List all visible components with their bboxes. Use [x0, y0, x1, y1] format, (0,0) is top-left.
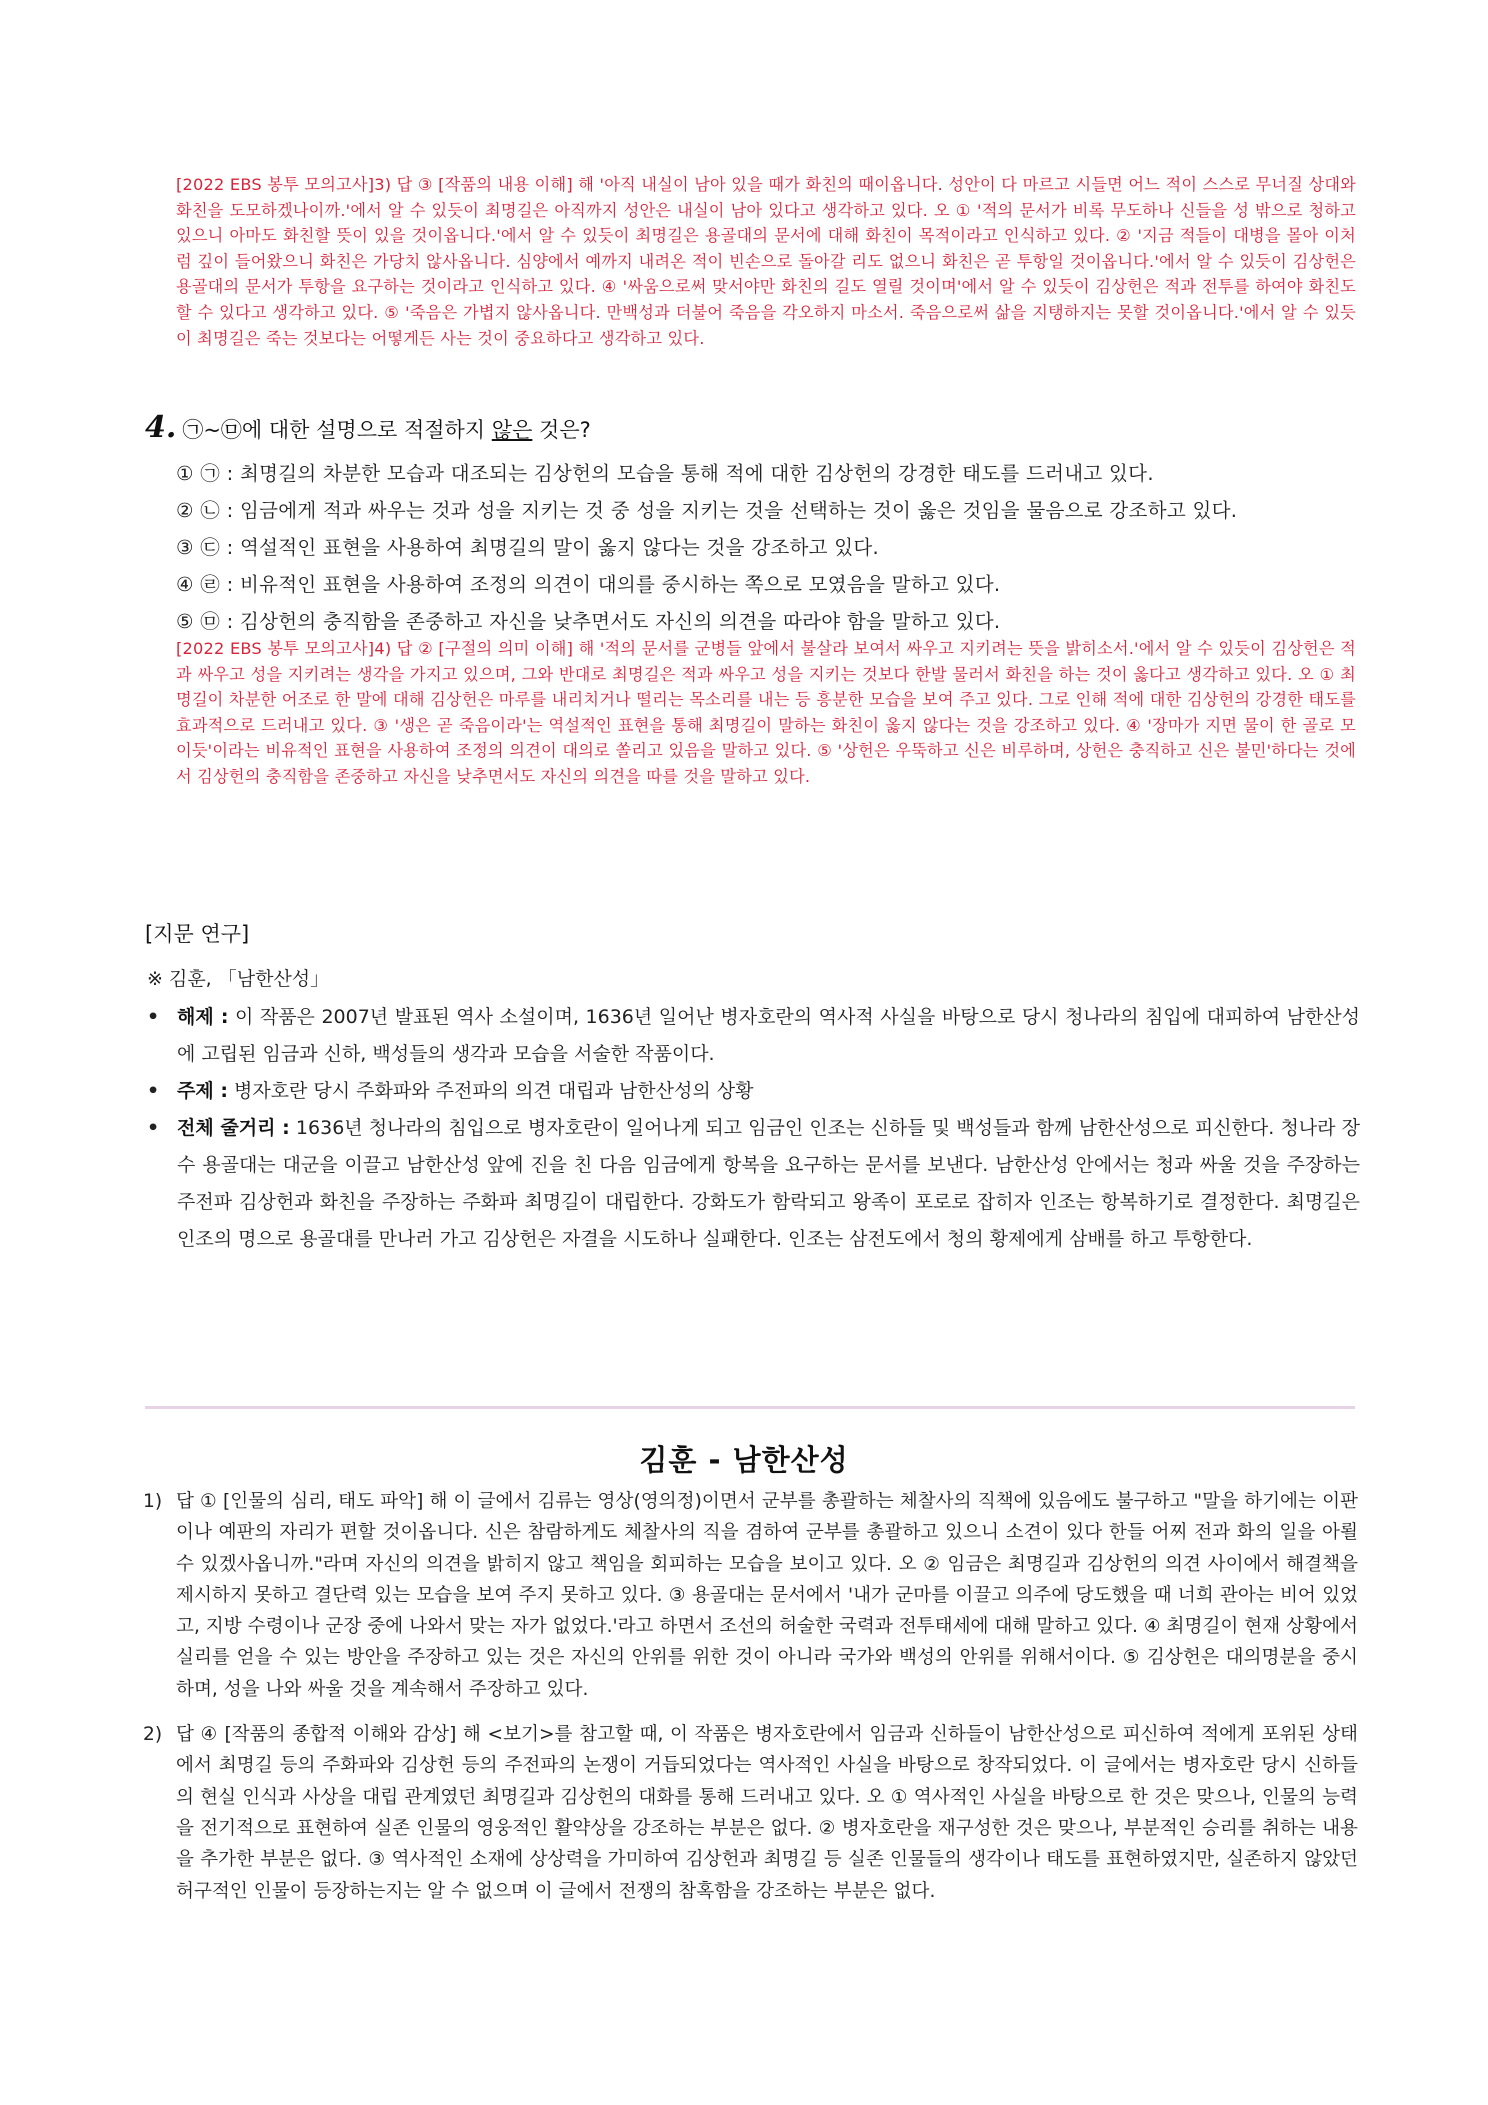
- explanation-q3: [176, 172, 1356, 351]
- study-item-plot: [145, 1110, 1360, 1258]
- explanation-q4-text: [2022 EBS 봉투 모의고사]4) 답 ② [구절의 의미 이해] 해 '적의 문서를 군병들 앞에서 불살라 보여서 싸우고 지키려는 뜻을 밝히소서.'에서 알 수 있듯이 김상헌은 적과 싸우고 성을 지키려는 생각을 가지고 있으며, 그와 반대로 최명길은 적과 싸우고 성을 지키는 것보다 한발 물러서 화친을 하는 것이 옳다고 생각하고 있다. 오 ① 최명길이 차분한 어조로 한 말에 대해 김상헌은 마루를 내리치거나 떨리는 목소리를 내는 등 흥분한 모습을 보여 주고 있다. 그로 인해 적에 대한 김상헌의 강경한 태도를 효과적으로 드러내고 있다. ③ '생은 곧 죽음이라'는 역설적인 표현을 통해 최명길이 말하는 화친이 옳지 않다는 것을 강조하고 있다. ④ '장마가 지면 물이 한 골로 모이듯'이라는 비유적인 표현을 사용하여 조정의 의견이 대의로 쏠리고 있음을 말하고 있다. ⑤ '상헌은 우뚝하고 신은 비루하며, 상헌은 충직하고 신은 불민'하다는 것에서 김상헌의 충직함을 존중하고 자신을 낮추면서도 자신의 의견을 따를 것을 말하고 있다.: [176, 639, 1356, 786]
- question-number: 4.: [145, 410, 177, 445]
- question-title-post: 것은?: [532, 418, 591, 442]
- answer-number: 1): [143, 1491, 163, 1512]
- study-item-text: 이 작품은 2007년 발표된 역사 소설이며, 1636년 일어난 병자호란의 역사적 사실을 바탕으로 당시 청나라의 침입에 대피하여 남한산성에 고립된 임금과 신하, 백성들의 생각과 모습을 서술한 작품이다.: [177, 1006, 1360, 1065]
- question-title-underline: 않은: [491, 418, 533, 442]
- answer-text: 답 ① [인물의 심리, 태도 파악] 해 이 글에서 김류는 영상(영의정)이면서 군부를 총괄하는 체찰사의 직책에 있음에도 불구하고 "말을 하기에는 이판이나 예판의 자리가 편할 것이옵니다. 신은 참람하게도 체찰사의 직을 겸하여 군부를 총괄하고 있으니 소견이 있다 한들 어찌 전과 화의 일을 아뢸 수 있겠사옵니까."라며 자신의 의견을 밝히지 않고 책임을 회피하는 모습을 보이고 있다. 오 ② 임금은 최명길과 김상헌의 의견 사이에서 해결책을 제시하지 못하고 결단력 있는 모습을 보여 주지 못하고 있다. ③ 용골대는 문서에서 '내가 군마를 이끌고 의주에 당도했을 때 너희 관아는 비어 있었고, 지방 수령이나 군장 중에 나와서 맞는 자가 없었다.'라고 하면서 조선의 허술한 국력과 전투태세에 대해 말하고 있다. ④ 최명길이 현재 상황에서 실리를 얻을 수 있는 방안을 주장하고 있는 것은 자신의 안위를 위한 것이 아니라 국가와 백성의 안위를 위해서이다. ⑤ 김상헌은 대의명분을 중시하며, 성을 나와 싸울 것을 계속해서 주장하고 있다.: [176, 1491, 1358, 1700]
- study-item-summary: [145, 999, 1360, 1073]
- question-4-choices: [176, 455, 1356, 640]
- answer-item-1: [143, 1486, 1358, 1705]
- bullet-icon: •: [147, 1117, 160, 1139]
- choice-2: ② ㉡ : 임금에게 적과 싸우는 것과 성을 지키는 것 중 성을 지키는 것을 선택하는 것이 옳은 것임을 물음으로 강조하고 있다.: [176, 499, 1238, 522]
- choice-3: ③ ㉢ : 역설적인 표현을 사용하여 최명길의 말이 옳지 않다는 것을 강조하고 있다.: [176, 536, 880, 559]
- explanation-q3-text: [2022 EBS 봉투 모의고사]3) 답 ③ [작품의 내용 이해] 해 '아직 내실이 남아 있을 때가 화친의 때이옵니다. 성안이 다 마르고 시들면 어느 적이 스스로 무너질 상대와 화친을 도모하겠나이까.'에서 알 수 있듯이 최명길은 아직까지 성안은 내실이 남아 있다고 생각하고 있다. 오 ① '적의 문서가 비록 무도하나 신들을 성 밖으로 청하고 있으니 아마도 화친할 뜻이 있을 것이옵니다.'에서 알 수 있듯이 최명길은 용골대의 문서에 대해 화친이 목적이라고 인식하고 있다. ② '지금 적들이 대병을 몰아 이처럼 깊이 들어왔으니 화친은 가당치 않사옵니다. 심양에서 예까지 내려온 적이 빈손으로 돌아갈 리도 없으니 화친은 곧 투항일 것이옵니다.'에서 알 수 있듯이 김상헌은 용골대의 문서가 투항을 요구하는 것이라고 인식하고 있다. ④ '싸움으로써 맞서야만 화친의 길도 열릴 것이며'에서 알 수 있듯이 김상헌은 적과 전투를 하여야 화친도 할 수 있다고 생각하고 있다. ⑤ '죽음은 가볍지 않사옵니다. 만백성과 더불어 죽음을 각오하지 마소서. 죽음으로써 삶을 지탱하지는 못할 것이옵니다.'에서 알 수 있듯이 최명길은 죽는 것보다는 어떻게든 사는 것이 중요하다고 생각하고 있다.: [176, 175, 1356, 348]
- study-item-label: 전체 줄거리 :: [177, 1117, 290, 1139]
- answers-title: 김훈 - 남한산성: [639, 1443, 849, 1477]
- study-item-label: 주제 :: [177, 1080, 228, 1102]
- choice-4: ④ ㉣ : 비유적인 표현을 사용하여 조정의 의견이 대의를 중시하는 쪽으로 모였음을 말하고 있다.: [176, 573, 1001, 596]
- choice-5: ⑤ ㉤ : 김상헌의 충직함을 존중하고 자신을 낮추면서도 자신의 의견을 따라야 함을 말하고 있다.: [176, 610, 1001, 633]
- study-item-text: 1636년 청나라의 침입으로 병자호란이 일어나게 되고 임금인 인조는 신하들 및 백성들과 함께 남한산성으로 피신한다. 청나라 장수 용골대는 대군을 이끌고 남한산성 앞에 진을 친 다음 임금에게 항복을 요구하는 문서를 보낸다. 남한산성 안에서는 청과 싸울 것을 주장하는 주전파 김상헌과 화친을 주장하는 주화파 최명길이 대립한다. 강화도가 함락되고 왕족이 포로로 잡히자 인조는 항복하기로 결정한다. 최명길은 인조의 명으로 용골대를 만나러 가고 김상헌은 자결을 시도하나 실패한다. 인조는 삼전도에서 청의 황제에게 삼배를 하고 투항한다.: [177, 1117, 1360, 1250]
- question-4-title: [145, 410, 591, 445]
- study-item-theme: [145, 1073, 1360, 1110]
- explanation-q4: [176, 636, 1356, 790]
- bullet-icon: •: [147, 1006, 160, 1028]
- passage-study-section: [145, 918, 1360, 1258]
- answer-number: 2): [143, 1724, 163, 1746]
- answer-item-2: [143, 1719, 1358, 1907]
- study-title: [지문 연구]: [145, 922, 250, 946]
- choice-1: ① ㉠ : 최명길의 차분한 모습과 대조되는 김상헌의 모습을 통해 적에 대한 김상헌의 강경한 태도를 드러내고 있다.: [176, 462, 1154, 485]
- bullet-icon: •: [147, 1080, 160, 1102]
- study-item-label: 해제 :: [177, 1006, 229, 1028]
- answer-list: [143, 1486, 1358, 1907]
- study-item-text: 병자호란 당시 주화파와 주전파의 의견 대립과 남한산성의 상황: [227, 1080, 754, 1102]
- section-divider: [145, 1406, 1355, 1409]
- question-title-pre: ㉠~㉤에 대한 설명으로 적절하지: [182, 418, 492, 442]
- author-title-line: ※ 김훈, 「남한산성」: [147, 968, 330, 990]
- answer-text: 답 ④ [작품의 종합적 이해와 감상] 해 <보기>를 참고할 때, 이 작품은 병자호란에서 임금과 신하들이 남한산성으로 피신하여 적에게 포위된 상태에서 최명길 등의 주화파와 김상헌 등의 주전파의 논쟁이 거듭되었다는 역사적인 사실을 바탕으로 창작되었다. 이 글에서는 병자호란 당시 신하들의 현실 인식과 사상을 대립 관계였던 최명길과 김상헌의 대화를 통해 드러내고 있다. 오 ① 역사적인 사실을 바탕으로 한 것은 맞으나, 인물의 능력을 전기적으로 표현하여 실존 인물의 영웅적인 활약상을 강조하는 부분은 없다. ② 병자호란을 재구성한 것은 맞으나, 부분적인 승리를 취하는 내용을 추가한 부분은 없다. ③ 역사적인 소재에 상상력을 가미하여 김상헌과 최명길 등 실존 인물들의 생각이나 태도를 표현하였지만, 실존하지 않았던 허구적인 인물이 등장하는지는 알 수 없으며 이 글에서 전쟁의 참혹함을 강조하는 부분은 없다.: [176, 1724, 1358, 1902]
